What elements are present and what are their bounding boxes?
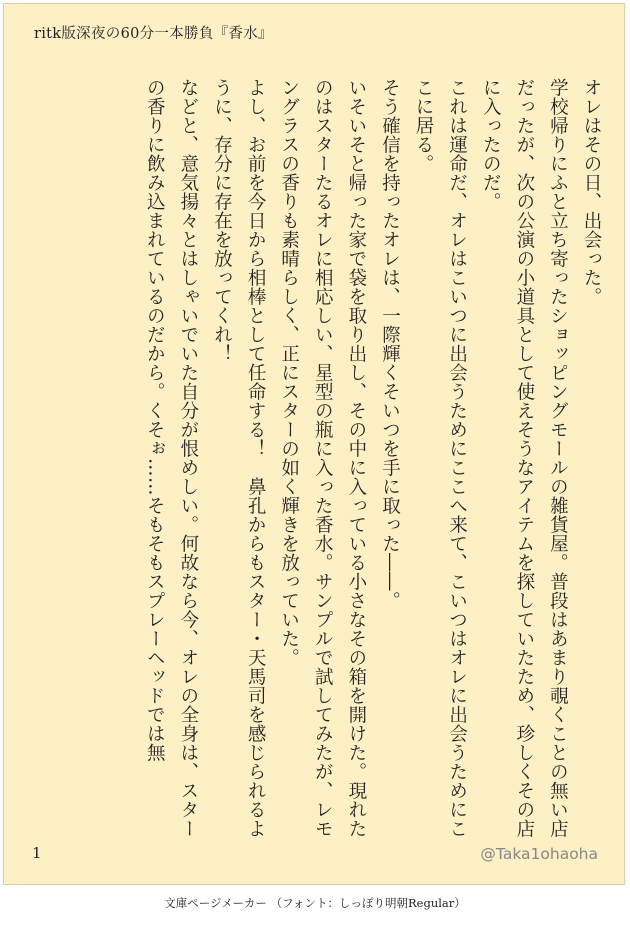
- story-text: [138, 78, 608, 838]
- paragraph: などと、意気揚々とはしゃいでいた自分が恨めしい。何故なら今、オレの全身は、スターの香りに飲み込まれているのだから。くそぉ……そもそもスプレーヘッドでは無: [144, 78, 199, 838]
- paragraph: いそいそと帰った家で袋を取り出し、その中に入っている小さなその箱を開けた。現れたのはスターたるオレに相応しい、星型の瓶に入った香水。サンプルで試してみたが、レモングラスの香りも素晴らしく、正にスターの如く輝きを放っていた。: [278, 78, 367, 838]
- generator-credit: 文庫ページメーカー （フォント：しっぽり明朝Regular）: [164, 896, 466, 910]
- paragraph: 学校帰りにふと立ち寄ったショッピングモールの雑貨屋。普段はあまり覗くことの無い店だったが、次の公演の小道具として使えそうなアイテムを探していたため、珍しくその店に入ったのだ。: [480, 78, 569, 838]
- book-page: [3, 3, 625, 885]
- paragraph: そう確信を持ったオレは、一際輝くそいつを手に取った――。: [379, 78, 401, 610]
- page-number: 1: [32, 844, 42, 862]
- author-handle: @Taka1ohaoha: [480, 845, 598, 863]
- page-title: ritk版深夜の60分一本勝負『香水』: [34, 26, 273, 42]
- paragraph: これは運命だ、オレはこいつに出会うためにここへ来て、こいつはオレに出会うためにここに居る。: [413, 78, 468, 838]
- paragraph: オレはその日、出会った。: [581, 78, 602, 306]
- paragraph: よし、お前を今日から相棒として任命する！ 鼻孔からもスター・天馬司を感じられるように、存分に存在を放ってくれ！: [211, 78, 267, 838]
